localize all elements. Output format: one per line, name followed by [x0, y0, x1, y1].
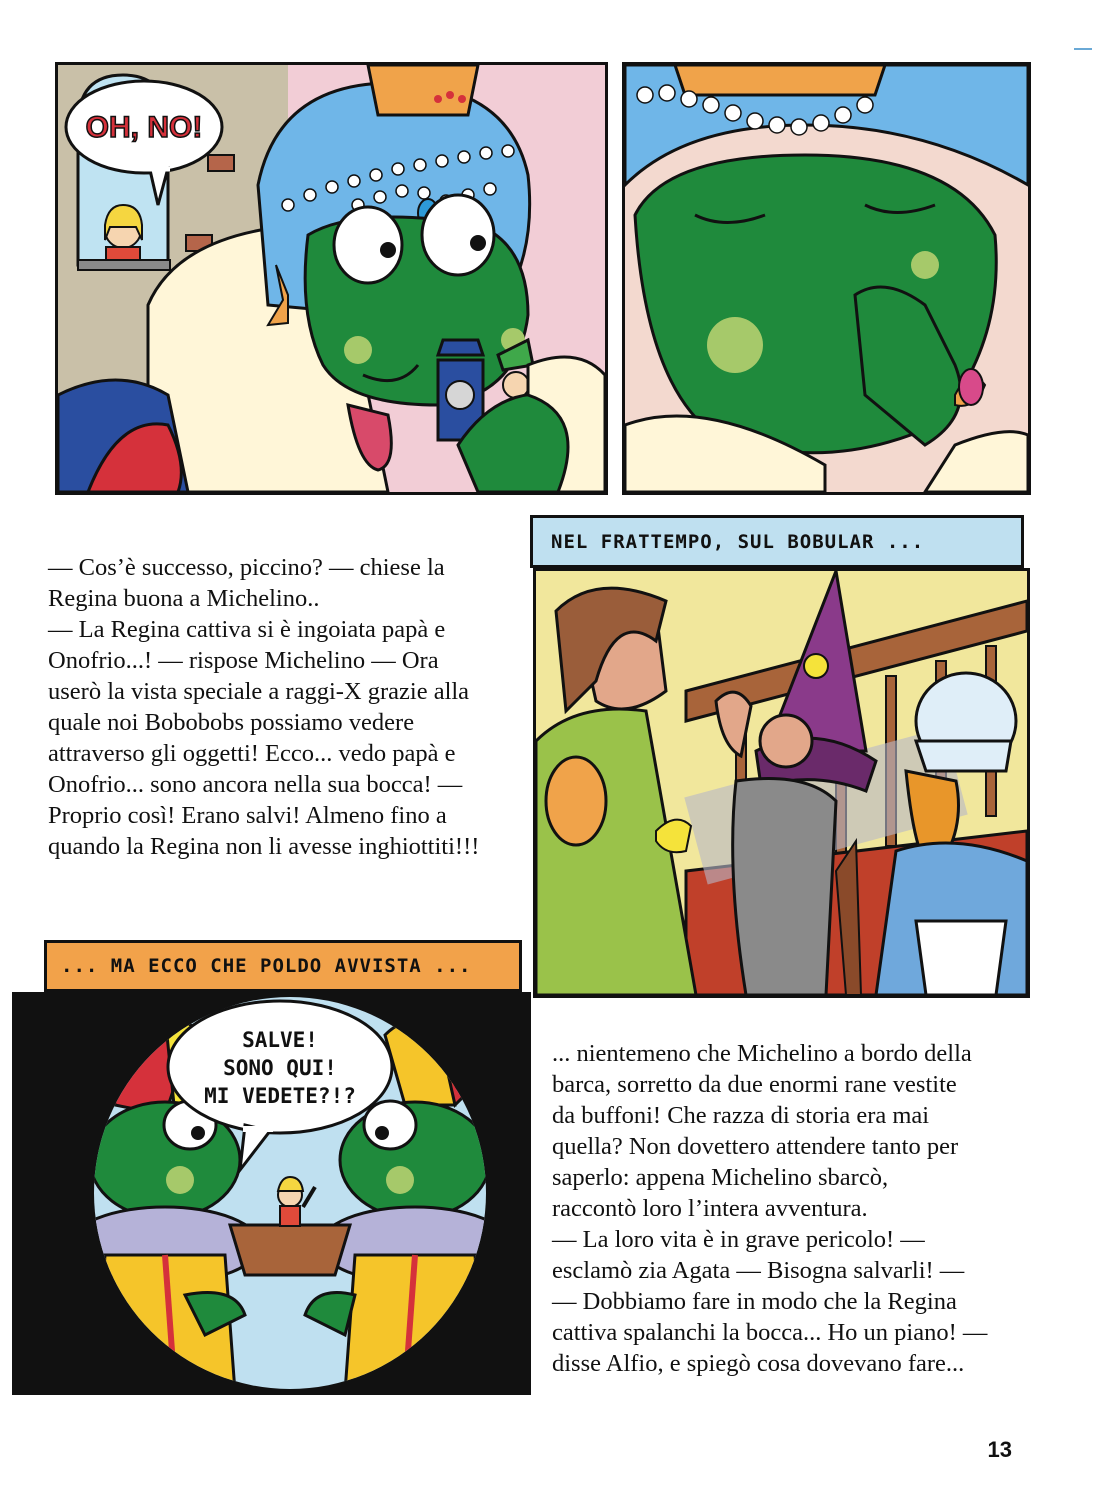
- balloon-line: SONO QUI!: [223, 1056, 337, 1080]
- panel-queen-tongue-art: [58, 65, 605, 492]
- page-edge-mark: [1074, 48, 1092, 50]
- page-number: 13: [987, 1437, 1012, 1462]
- caption-poldo: [44, 940, 522, 992]
- narration-line: — Cos’è successo, piccino? — chiese la: [48, 554, 445, 581]
- narration-line: Onofrio... sono ancora nella sua bocca! —: [48, 771, 463, 798]
- balloon-line: MI VEDETE?!?: [204, 1084, 356, 1108]
- narration-left: [48, 552, 518, 862]
- comic-panel-staircase: [533, 568, 1030, 998]
- narration-line: cattiva spalanchi la bocca... Ho un piano! —: [552, 1319, 988, 1346]
- caption-bobular-text: NEL FRATTEMPO, SUL BOBULAR ...: [551, 530, 925, 553]
- comic-panel-queen-tongue: [55, 62, 608, 495]
- narration-line: attraverso gli oggetti! Ecco... vedo papà e: [48, 740, 456, 767]
- caption-bobular: [530, 515, 1024, 568]
- narration-line: da buffoni! Che razza di storia era mai: [552, 1102, 930, 1129]
- narration-line: raccontò loro l’intera avventura.: [552, 1195, 868, 1222]
- narration-line: — La loro vita è in grave pericolo! —: [552, 1226, 925, 1253]
- panel-queen-swallowing-art: [625, 65, 1028, 492]
- narration-line: quale noi Bobobobs possiamo vedere: [48, 709, 415, 736]
- narration-line: barca, sorretto da due enormi rane vestite: [552, 1071, 957, 1098]
- narration-line: esclamò zia Agata — Bisogna salvarli! —: [552, 1257, 965, 1284]
- panel-frogs-boat-art: [15, 995, 528, 1392]
- oh-no-balloon-text: OH, NO!: [85, 111, 203, 144]
- narration-line: — Dobbiamo fare in modo che la Regina: [552, 1288, 957, 1315]
- panel-staircase-art: [536, 571, 1027, 995]
- narration-line: saperlo: appena Michelino sbarcò,: [552, 1164, 889, 1191]
- caption-poldo-text: ... MA ECCO CHE POLDO AVVISTA ...: [61, 955, 472, 977]
- narration-line: — La Regina cattiva si è ingoiata papà e: [48, 616, 446, 643]
- narration-right: [552, 1038, 1022, 1379]
- narration-line: disse Alfio, e spiegò cosa dovevano fare...: [552, 1350, 965, 1377]
- comic-panel-frogs-boat: [12, 992, 531, 1395]
- narration-line: ... nientemeno che Michelino a bordo della: [552, 1040, 972, 1067]
- narration-line: userò la vista speciale a raggi-X grazie alla: [48, 678, 470, 705]
- narration-line: Proprio così! Erano salvi! Almeno fino a: [48, 802, 447, 829]
- narration-line: Onofrio...! — rispose Michelino — Ora: [48, 647, 439, 674]
- michelino-figure: [105, 205, 142, 267]
- balloon-line: SALVE!: [242, 1028, 318, 1052]
- narration-line: quella? Non dovettero attendere tanto per: [552, 1133, 959, 1160]
- narration-line: Regina buona a Michelino..: [48, 585, 320, 612]
- comic-panel-queen-swallowing: [622, 62, 1031, 495]
- narration-line: quando la Regina non li avesse inghiottiti!!!: [48, 833, 480, 860]
